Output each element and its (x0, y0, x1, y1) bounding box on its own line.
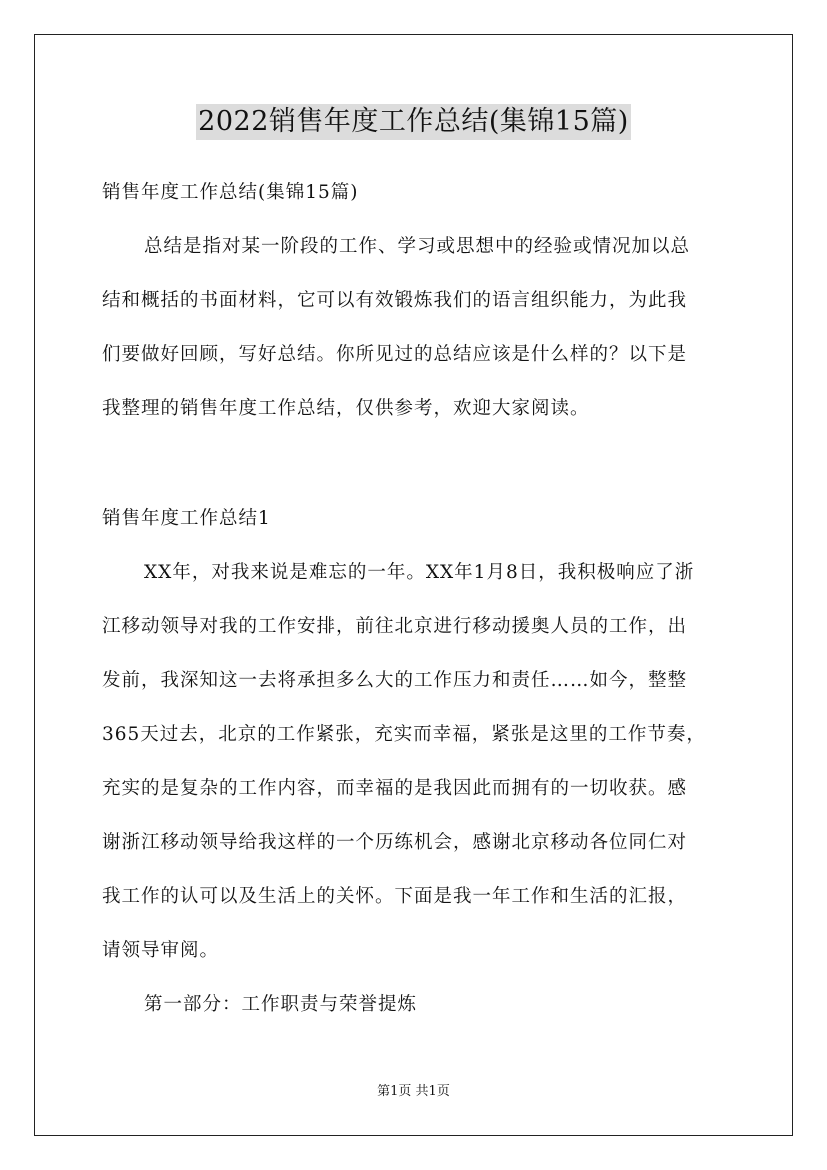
body-line: 谢浙江移动领导给我这样的一个历练机会，感谢北京移动各位同仁对 (102, 832, 688, 853)
body-line: XX年，对我来说是难忘的一年。XX年1月8日，我积极响应了浙 (144, 562, 695, 583)
body-line: 发前，我深知这一去将承担多么大的工作压力和责任……如今，整整 (102, 670, 688, 691)
document-title: 2022销售年度工作总结(集锦15篇) (196, 104, 631, 140)
body-line: 我工作的认可以及生活上的关怀。下面是我一年工作和生活的汇报， (102, 886, 688, 907)
document-subtitle: 销售年度工作总结(集锦15篇) (102, 182, 359, 203)
body-line: 江移动领导对我的工作安排，前往北京进行移动援奥人员的工作，出 (102, 616, 688, 637)
intro-line: 总结是指对某一阶段的工作、学习或思想中的经验或情况加以总 (144, 236, 691, 257)
section-heading: 销售年度工作总结1 (102, 508, 271, 529)
page-footer: 第1页 共1页 (377, 1084, 450, 1099)
part-heading: 第一部分：工作职责与荣誉提炼 (144, 994, 418, 1015)
intro-line: 们要做好回顾，写好总结。你所见过的总结应该是什么样的？以下是 (102, 344, 688, 365)
intro-line: 结和概括的书面材料，它可以有效锻炼我们的语言组织能力，为此我 (102, 290, 688, 311)
intro-line: 我整理的销售年度工作总结，仅供参考，欢迎大家阅读。 (102, 398, 590, 419)
body-line: 请领导审阅。 (102, 940, 220, 961)
body-line: 365天过去，北京的工作紧张，充实而幸福，紧张是这里的工作节奏， (102, 724, 706, 745)
body-line: 充实的是复杂的工作内容，而幸福的是我因此而拥有的一切收获。感 (102, 778, 688, 799)
title-container (0, 104, 827, 140)
